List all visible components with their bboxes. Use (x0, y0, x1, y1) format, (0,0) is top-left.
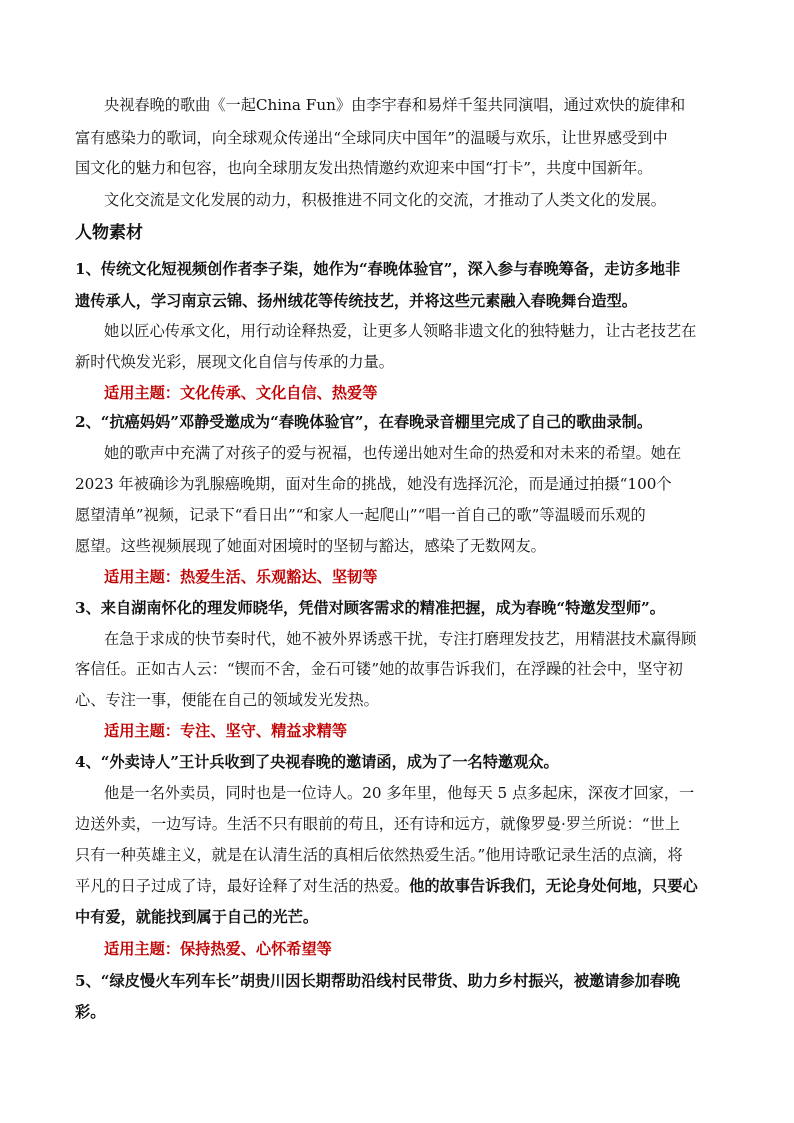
item-4-body-line-4-text: 平凡的日子过成了诗，最好诠释了对生活的热爱。 (75, 877, 410, 895)
item-2-theme: 适用主题：热爱生活、乐观豁达、坚韧等 (104, 568, 378, 586)
item-1-title-line-2: 遗传承人，学习南京云锦、扬州绒花等传统技艺，并将这些元素融入春晚舞台造型。 (75, 292, 637, 310)
item-4-theme: 适用主题：保持热爱、心怀希望等 (104, 940, 332, 958)
item-3-theme: 适用主题：专注、坚守、精益求精等 (104, 722, 347, 740)
intro-closing: 文化交流是文化发展的动力，积极推进不同文化的交流，才推动了人类文化的发展。 (104, 191, 666, 209)
item-3-body-line-1: 在急于求成的快节奏时代，她不被外界诱惑干扰，专注打磨理发技艺，用精湛技术赢得顾 (104, 630, 697, 648)
item-3-body-line-3: 心、专注一事，便能在自己的领域发光发热。 (75, 691, 379, 709)
item-5-title-line-1: 5、“绿皮慢火车列车长”胡贵川因长期帮助沿线村民带货、助力乡村振兴，被邀请参加春晚 (75, 972, 681, 990)
item-4-body-line-3: 只有一种英雄主义，就是在认清生活的真相后依然热爱生活。”他用诗歌记录生活的点滴，将 (75, 846, 683, 864)
section-title: 人物素材 (75, 223, 143, 243)
item-4-body-line-1: 他是一名外卖员，同时也是一位诗人。20 多年里，他每天 5 点多起床，深夜才回家，一 (104, 784, 695, 802)
item-4-title: 4、“外卖诗人”王计兵收到了央视春晚的邀请函，成为了一名特邀观众。 (75, 753, 559, 771)
item-3-title: 3、来自湖南怀化的理发师晓华，凭借对顾客需求的精准把握，成为春晚“特邀发型师”。 (75, 599, 665, 617)
item-2-body-line-3: 愿望清单”视频，记录下“看日出”“和家人一起爬山”“唱一首自己的歌”等温暖而乐观的 (75, 506, 646, 524)
item-1-title-line-1: 1、传统文化短视频创作者李子柒，她作为“春晚体验官”，深入参与春晚筹备，走访多地非 (75, 260, 681, 278)
item-1-body-line-2: 新时代焕发光彩，展现文化自信与传承的力量。 (75, 353, 394, 371)
item-4-body-bold-line: 中有爱，就能找到属于自己的光芒。 (75, 908, 318, 926)
intro-line-1: 央视春晚的歌曲《一起China Fun》由李宇春和易烊千玺共同演唱，通过欢快的旋律和 (104, 96, 686, 114)
item-2-body-line-2: 2023 年被确诊为乳腺癌晚期，面对生命的挑战，她没有选择沉沦，而是通过拍摄“100个 (75, 475, 672, 493)
item-1-theme: 适用主题：文化传承、文化自信、热爱等 (104, 384, 378, 402)
item-2-title: 2、“抗癌妈妈”邓静受邀成为“春晚体验官”，在春晚录音棚里完成了自己的歌曲录制。 (75, 413, 653, 431)
intro-line-2: 富有感染力的歌词，向全球观众传递出“全球同庆中国年”的温暖与欢乐，让世界感受到中 (75, 129, 668, 147)
item-4-body-line-2: 边送外卖，一边写诗。生活不只有眼前的苟且，还有诗和远方，就像罗曼·罗兰所说：“世上 (75, 815, 680, 833)
item-3-body-line-2: 客信任。正如古人云：“锲而不舍，金石可镂”她的故事告诉我们，在浮躁的社会中，坚守初 (75, 660, 683, 678)
intro-line-3: 国文化的魅力和包容，也向全球朋友发出热情邀约欢迎来中国“打卡”，共度中国新年。 (75, 159, 653, 177)
item-4-body-bold-tail: 他的故事告诉我们，无论身处何地，只要心 (409, 877, 698, 895)
item-2-body-line-1: 她的歌声中充满了对孩子的爱与祝福，也传递出她对生命的热爱和对未来的希望。她在 (104, 444, 682, 462)
item-2-body-line-4: 愿望。这些视频展现了她面对困境时的坚韧与豁达，感染了无数网友。 (75, 537, 546, 555)
item-4-body-line-4 (75, 876, 725, 896)
item-5-title-line-2: 彩。 (75, 1003, 106, 1021)
item-1-body-line-1: 她以匠心传承文化，用行动诠释热爱，让更多人领略非遗文化的独特魅力，让古老技艺在 (104, 322, 697, 340)
